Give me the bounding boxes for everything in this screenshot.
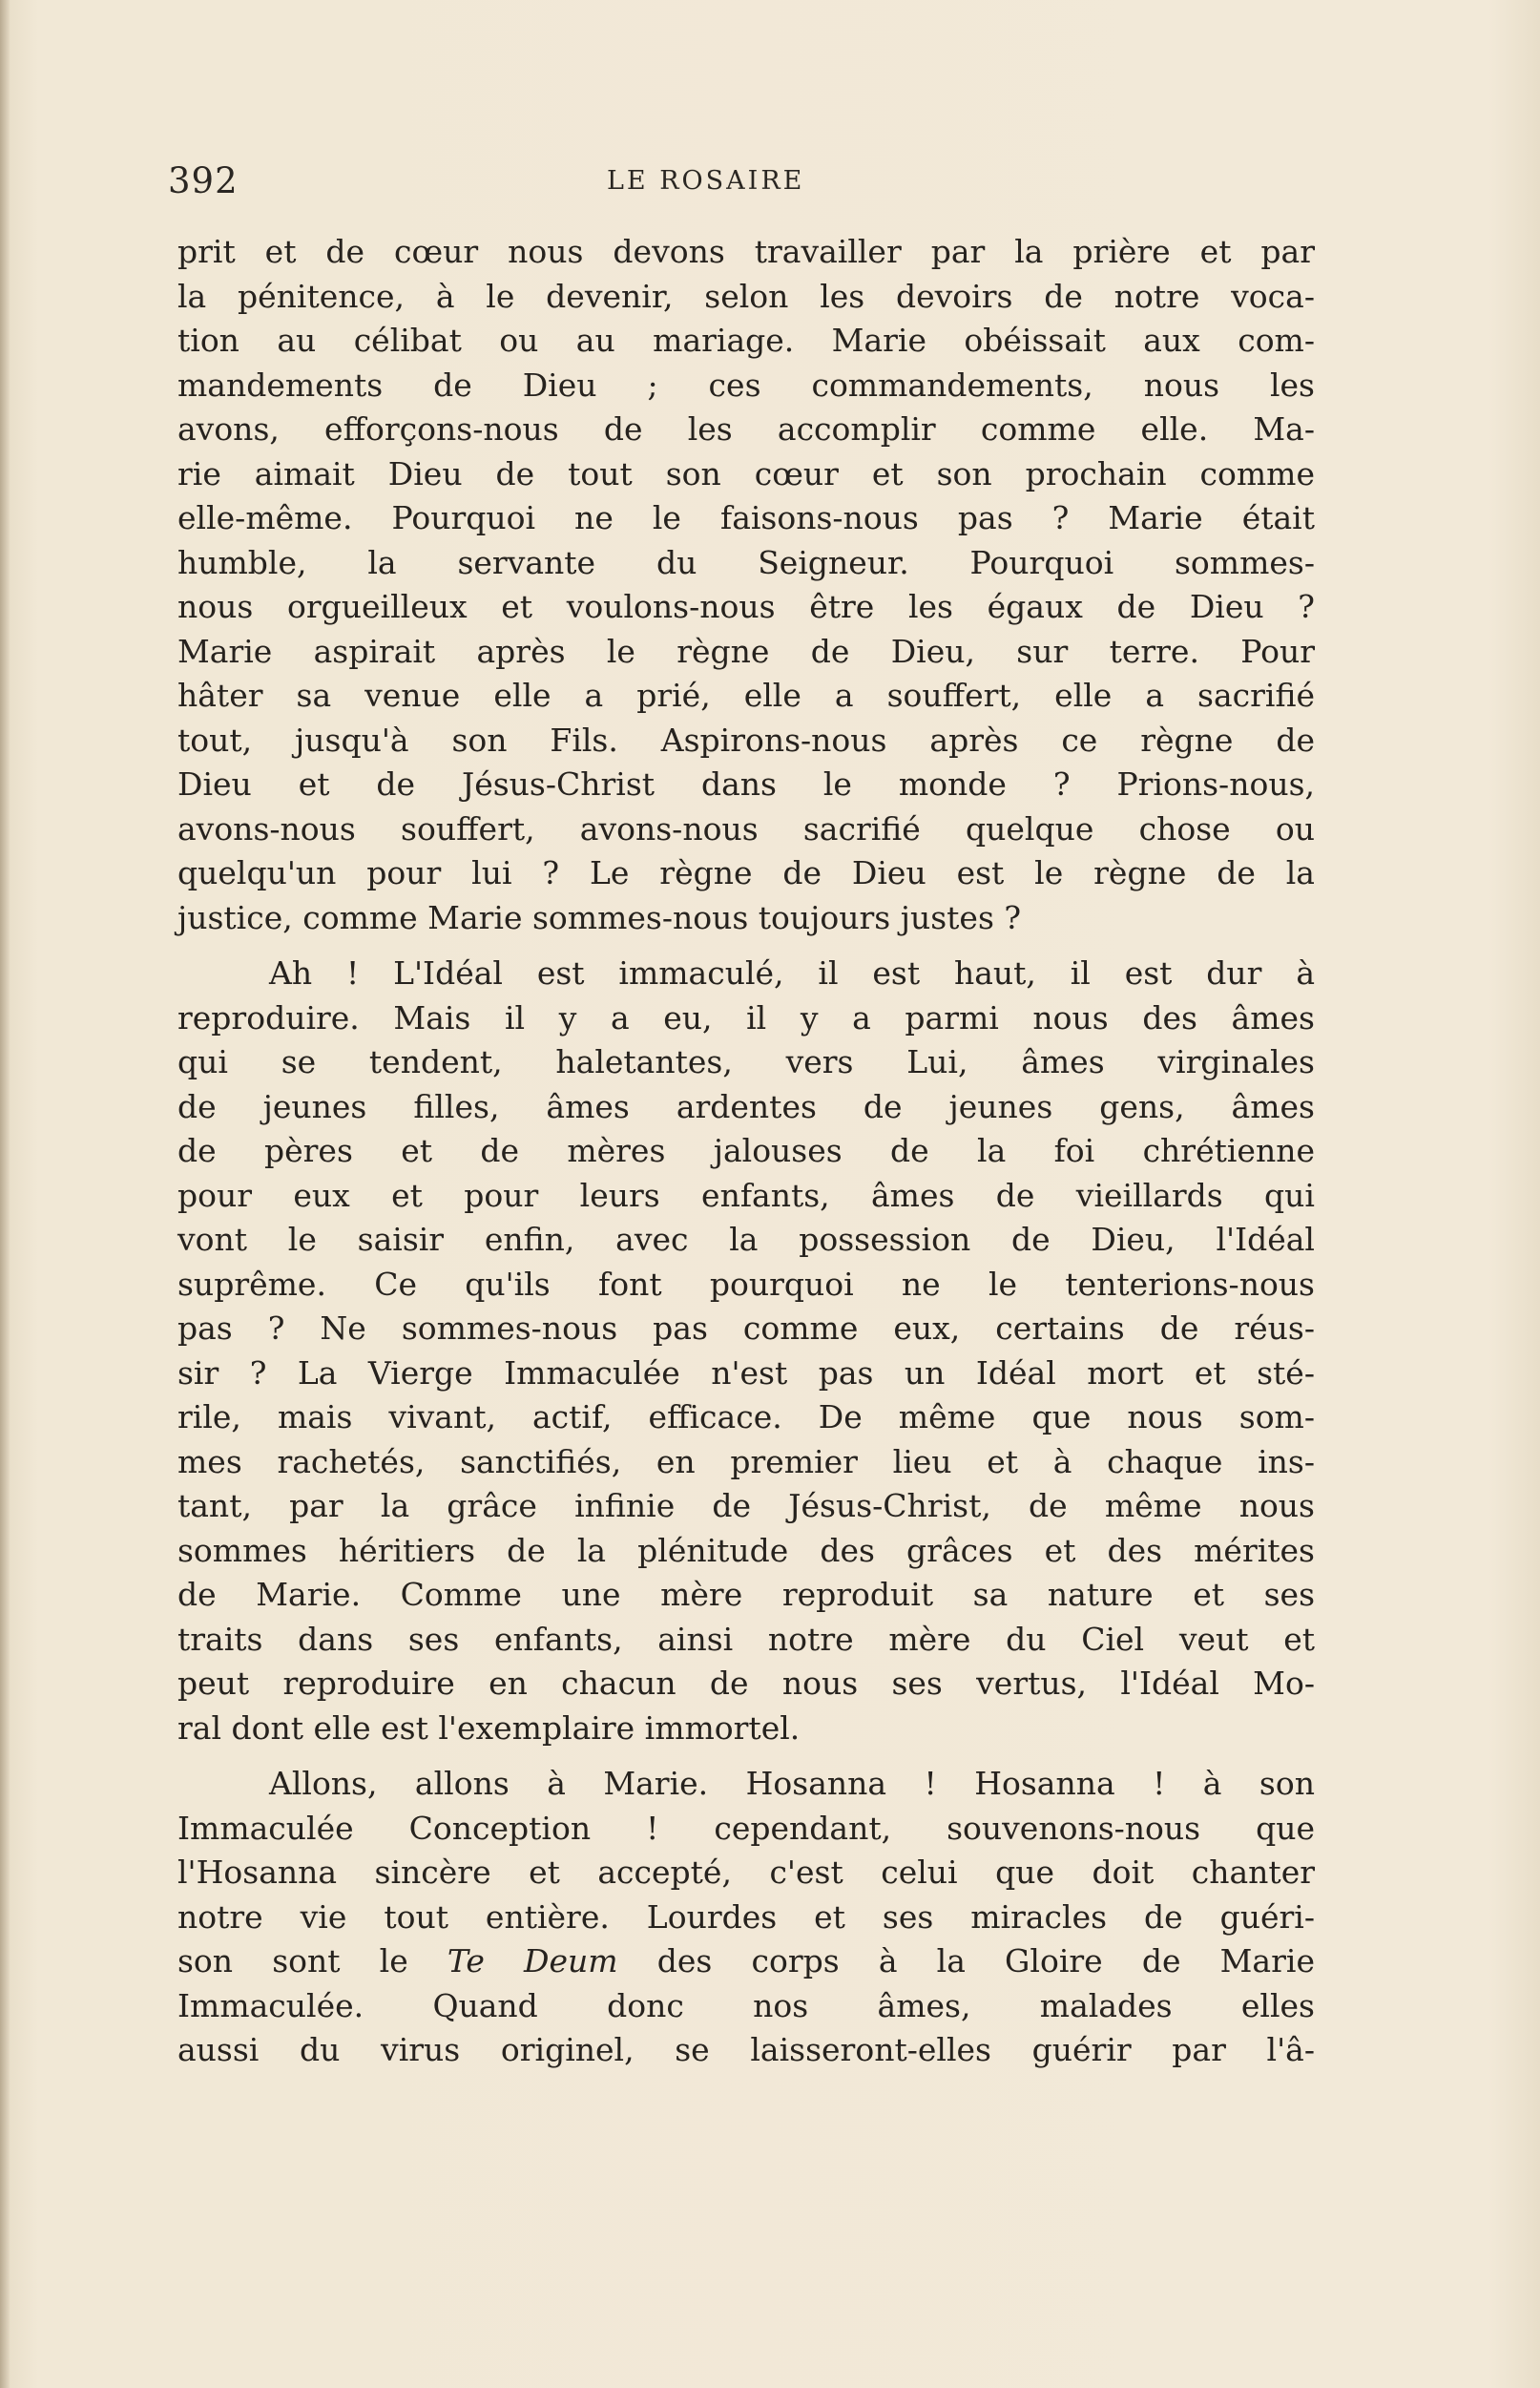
text-line: quelqu'un pour lui ? Le règne de Dieu est le règne de la <box>177 854 1315 891</box>
text-line: Immaculée. Quand donc nos âmes, malades elles <box>177 1986 1315 2024</box>
text-line: justice, comme Marie sommes-nous toujours justes ? <box>177 898 1022 936</box>
text-line: pour eux et pour leurs enfants, âmes de vieillards qui <box>177 1176 1315 1214</box>
text-segment: des corps à la Gloire de Marie <box>617 1942 1315 1980</box>
text-line: rie aimait Dieu de tout son cœur et son prochain comme <box>177 454 1315 492</box>
text-line: prit et de cœur nous devons travailler par la prière et par <box>177 233 1315 270</box>
text-line: notre vie tout entière. Lourdes et ses miracles de guéri- <box>177 1897 1315 1936</box>
text-line: vont le saisir enfin, avec la possession de Dieu, l'Idéal <box>177 1221 1315 1258</box>
page-header <box>168 160 1317 208</box>
text-line: ral dont elle est l'exemplaire immortel. <box>177 1708 801 1747</box>
page-number: 392 <box>168 160 239 201</box>
body-text <box>177 230 1315 2073</box>
text-line: avons-nous souffert, avons-nous sacrifié quelque chose ou <box>177 809 1315 848</box>
text-line: humble, la servante du Seigneur. Pourquoi sommes- <box>177 543 1315 581</box>
text-line: nous orgueilleux et voulons-nous être les égaux de Dieu ? <box>177 588 1315 625</box>
text-line: qui se tendent, haletantes, vers Lui, âmes virginales <box>177 1043 1315 1080</box>
text-line: pas ? Ne sommes-nous pas comme eux, certains de réus- <box>177 1309 1315 1347</box>
text-line: rile, mais vivant, actif, efficace. De même que nous som- <box>177 1398 1315 1435</box>
text-line: Dieu et de Jésus-Christ dans le monde ? Prions-nous, <box>177 765 1315 803</box>
text-segment: son sont le <box>177 1942 447 1980</box>
text-line: de Marie. Comme une mère reproduit sa nature et ses <box>177 1576 1315 1613</box>
text-line-with-italic <box>177 1939 1315 1984</box>
paragraph-1 <box>177 230 1315 940</box>
text-line: mandements de Dieu ; ces commandements, nous les <box>177 366 1315 404</box>
text-line: suprême. Ce qu'ils font pourquoi ne le tenterions-nous <box>177 1265 1315 1303</box>
text-line: de pères et de mères jalouses de la foi chrétienne <box>177 1132 1315 1169</box>
text-line: Ah ! L'Idéal est immaculé, il est haut, il est dur à <box>269 954 1315 992</box>
italic-phrase: Te Deum <box>447 1942 618 1980</box>
text-line: l'Hosanna sincère et accepté, c'est celui que doit chanter <box>177 1854 1315 1891</box>
text-line: aussi du virus originel, se laisseront-elles guérir par l'â- <box>177 2031 1315 2068</box>
text-line: reproduire. Mais il y a eu, il y a parmi nous des âmes <box>177 998 1315 1037</box>
page-edge-shadow <box>0 0 10 2388</box>
text-line: sommes héritiers de la plénitude des grâces et des mérites <box>177 1531 1315 1569</box>
text-line: sir ? La Vierge Immaculée n'est pas un Idéal mort et sté- <box>177 1353 1315 1392</box>
text-line: elle-même. Pourquoi ne le faisons-nous pas ? Marie était <box>177 499 1315 536</box>
text-line: tant, par la grâce infinie de Jésus-Christ, de même nous <box>177 1487 1315 1524</box>
paragraph-3 <box>177 1762 1315 2073</box>
paragraph-2 <box>177 952 1315 1750</box>
text-line: peut reproduire en chacun de nous ses vertus, l'Idéal Mo- <box>177 1665 1315 1702</box>
running-title: LE ROSAIRE <box>607 166 805 196</box>
text-line: avons, efforçons-nous de les accomplir comme elle. Ma- <box>177 410 1315 448</box>
text-line: Allons, allons à Marie. Hosanna ! Hosanna ! à son <box>269 1765 1315 1802</box>
text-line: Immaculée Conception ! cependant, souvenons-nous que <box>177 1809 1315 1847</box>
text-line: mes rachetés, sanctifiés, en premier lieu et à chaque ins- <box>177 1442 1315 1480</box>
text-line: tout, jusqu'à son Fils. Aspirons-nous après ce règne de <box>177 721 1315 759</box>
text-line: traits dans ses enfants, ainsi notre mère du Ciel veut et <box>177 1620 1315 1658</box>
text-line: tion au célibat ou au mariage. Marie obéissait aux com- <box>177 322 1315 359</box>
text-line: de jeunes filles, âmes ardentes de jeunes gens, âmes <box>177 1087 1315 1125</box>
text-line: hâter sa venue elle a prié, elle a souffert, elle a sacrifié <box>177 677 1315 714</box>
text-line: la pénitence, à le devenir, selon les devoirs de notre voca- <box>177 277 1315 315</box>
text-line: Marie aspirait après le règne de Dieu, sur terre. Pour <box>177 632 1315 670</box>
